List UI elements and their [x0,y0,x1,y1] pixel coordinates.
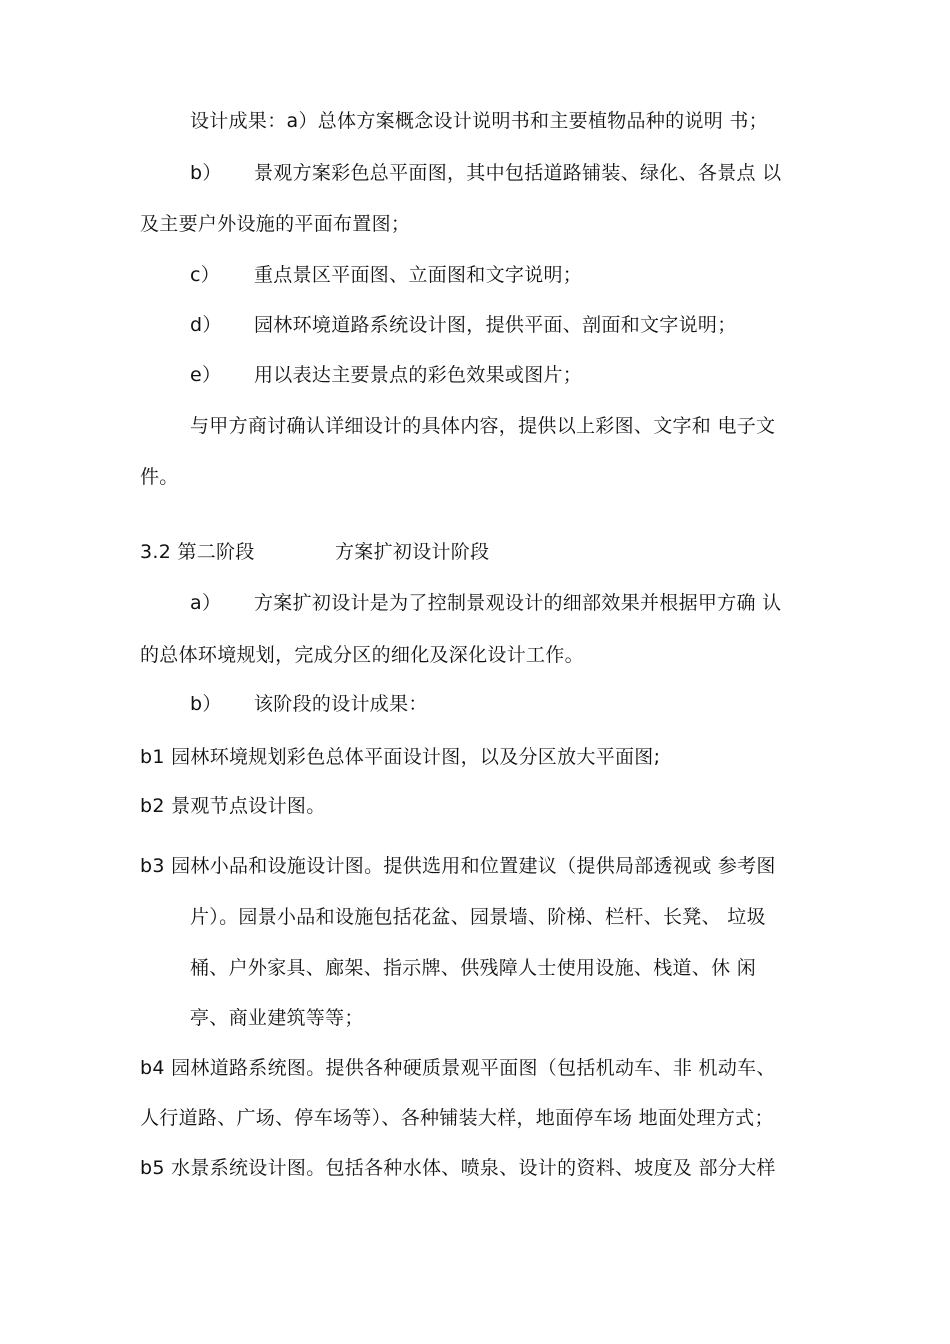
section-title: 方案扩初设计阶段 [335,541,490,563]
result-b4-line2: 人行道路、广场、停车场等）、各种铺装大样，地面停车场 地面处理方式； [140,1107,774,1129]
paragraph-confirm: 与甲方商讨确认详细设计的具体内容，提供以上彩图、文字和 电子文 [190,415,776,437]
stage2-item-b [190,691,428,717]
list-item-d [190,312,737,338]
list-marker-b: b） [190,162,222,184]
list-text-e: 用以表达主要景点的彩色效果或图片； [254,364,583,386]
paragraph-design-results: 设计成果：a）总体方案概念设计说明书和主要植物品种的说明 书； [190,110,768,132]
result-b1: b1 园林环境规划彩色总体平面设计图，以及分区放大平面图; [140,746,661,768]
list-text-b: 景观方案彩色总平面图，其中包括道路铺装、绿化、各景点 以 [254,162,782,184]
list-item-e [190,362,582,388]
result-b2: b2 景观节点设计图。 [140,795,326,817]
result-b3: b3 园林小品和设施设计图。提供选用和位置建议（提供局部透视或 参考图 [140,855,776,877]
stage2-marker-b: b） [190,693,222,715]
stage2-text-b: 该阶段的设计成果： [254,693,428,715]
stage2-item-a-continued: 的总体环境规划，完成分区的细化及深化设计工作。 [140,644,584,666]
paragraph-confirm-continued: 件。 [140,466,179,488]
list-item-b-continued: 及主要户外设施的平面布置图； [140,213,411,235]
result-b3-line3: 桶、户外家具、廊架、指示牌、供残障人士使用设施、栈道、休 闲 [190,957,757,979]
result-b5: b5 水景系统设计图。包括各种水体、喷泉、设计的资料、坡度及 部分大样 [140,1157,776,1179]
stage2-marker-a: a） [190,592,222,614]
list-text-d: 园林环境道路系统设计图，提供平面、剖面和文字说明； [254,314,737,336]
list-marker-c: c） [190,264,221,286]
section-heading [140,539,489,565]
result-b3-line2: 片）。园景小品和设施包括花盆、园景墙、阶梯、栏杆、长凳、 垃圾 [190,906,766,928]
list-item-b [190,160,781,186]
list-item-c [190,262,582,288]
list-marker-e: e） [190,364,222,386]
list-marker-d: d） [190,314,222,336]
list-text-c: 重点景区平面图、立面图和文字说明； [254,264,583,286]
section-number: 3.2 第二阶段 [140,541,255,563]
stage2-item-a [190,590,781,616]
result-b3-line4: 亭、商业建筑等等； [190,1007,364,1029]
result-b4: b4 园林道路系统图。提供各种硬质景观平面图（包括机动车、非 机动车、 [140,1057,776,1079]
stage2-text-a: 方案扩初设计是为了控制景观设计的细部效果并根据甲方确 认 [254,592,782,614]
